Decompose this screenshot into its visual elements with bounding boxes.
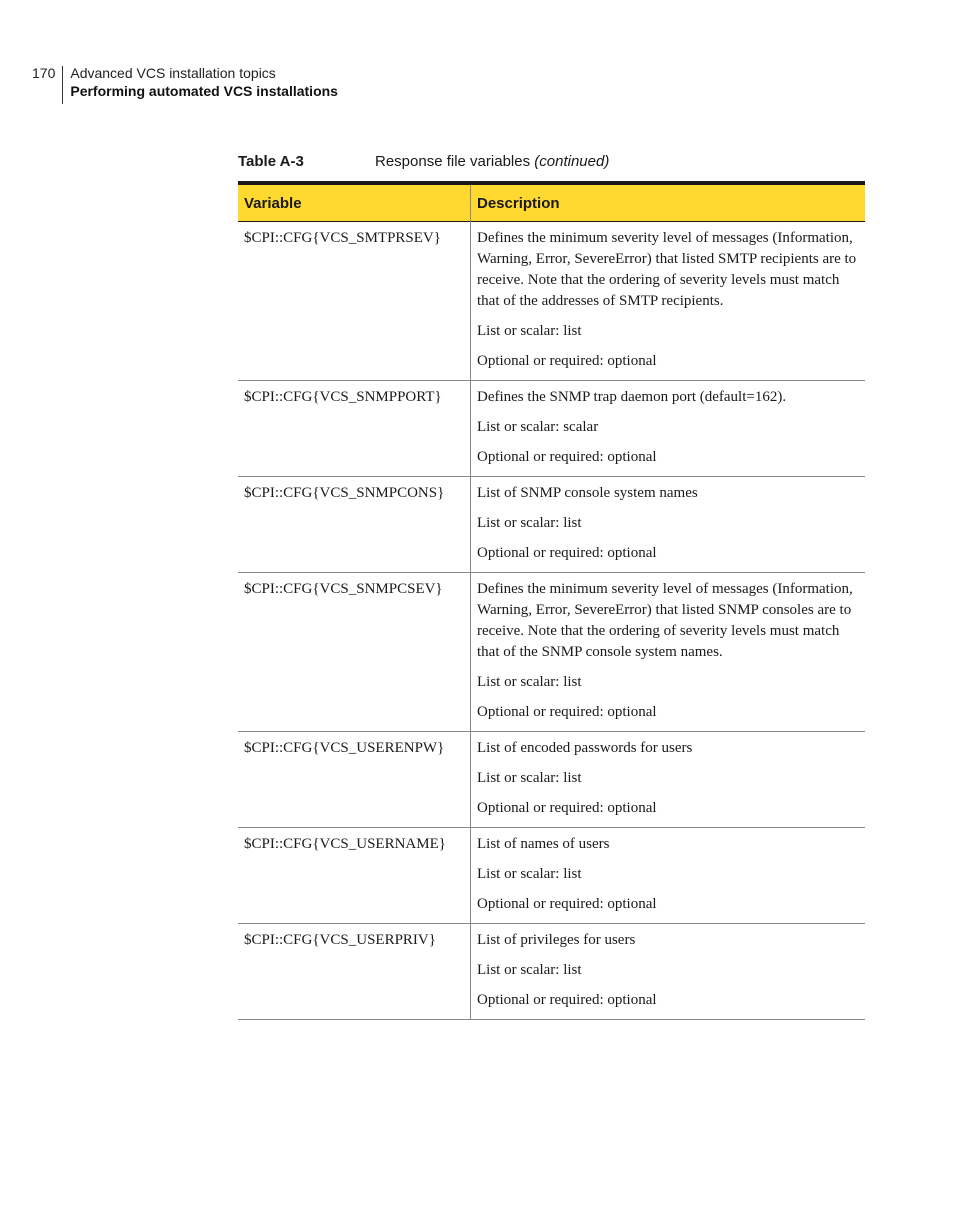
table-caption-text bbox=[375, 152, 609, 172]
table-row bbox=[238, 732, 865, 828]
table-row bbox=[238, 477, 865, 573]
variable-name-cell: $CPI::CFG{VCS_SMTPRSEV} bbox=[238, 222, 471, 381]
caption-title: Response file variables bbox=[375, 153, 531, 170]
header-titles bbox=[63, 64, 338, 100]
table-row bbox=[238, 222, 865, 381]
optional-or-required-text: Optional or required: optional bbox=[477, 896, 657, 912]
table-row bbox=[238, 924, 865, 1020]
list-or-scalar-text: List or scalar: list bbox=[477, 770, 582, 786]
optional-or-required-text: Optional or required: optional bbox=[477, 992, 657, 1008]
table-header-row bbox=[238, 183, 865, 222]
table-label: Table A-3 bbox=[238, 153, 304, 170]
optional-or-required-text: Optional or required: optional bbox=[477, 800, 657, 816]
optional-or-required-text: Optional or required: optional bbox=[477, 704, 657, 720]
section-title: Performing automated VCS installations bbox=[70, 83, 338, 99]
description-cell bbox=[471, 222, 866, 381]
response-variables-table bbox=[238, 181, 857, 1020]
list-or-scalar-text: List or scalar: list bbox=[477, 674, 582, 690]
variable-name-cell: $CPI::CFG{VCS_SNMPCSEV} bbox=[238, 573, 471, 732]
optional-or-required-text: Optional or required: optional bbox=[477, 449, 657, 465]
description-text: List of privileges for users bbox=[477, 932, 636, 948]
description-cell bbox=[471, 732, 866, 828]
variable-name-cell: $CPI::CFG{VCS_USERPRIV} bbox=[238, 924, 471, 1020]
optional-or-required-text: Optional or required: optional bbox=[477, 353, 657, 369]
list-or-scalar-text: List or scalar: scalar bbox=[477, 419, 599, 435]
list-or-scalar-text: List or scalar: list bbox=[477, 866, 582, 882]
description-cell bbox=[471, 573, 866, 732]
variable-name-cell: $CPI::CFG{VCS_SNMPPORT} bbox=[238, 381, 471, 477]
column-header-description: Description bbox=[471, 183, 866, 222]
variable-name-cell: $CPI::CFG{VCS_USERNAME} bbox=[238, 828, 471, 924]
table-row bbox=[238, 381, 865, 477]
description-cell bbox=[471, 381, 866, 477]
description-text: List of SNMP console system names bbox=[477, 485, 698, 501]
description-cell bbox=[471, 477, 866, 573]
table-caption bbox=[238, 152, 852, 172]
description-text: List of encoded passwords for users bbox=[477, 740, 693, 756]
description-text: Defines the SNMP trap daemon port (default=162). bbox=[477, 389, 787, 405]
optional-or-required-text: Optional or required: optional bbox=[477, 545, 657, 561]
list-or-scalar-text: List or scalar: list bbox=[477, 962, 582, 978]
description-text: List of names of users bbox=[477, 836, 610, 852]
variables-table bbox=[238, 181, 865, 1020]
table-row bbox=[238, 828, 865, 924]
column-header-variable: Variable bbox=[238, 183, 471, 222]
list-or-scalar-text: List or scalar: list bbox=[477, 515, 582, 531]
chapter-title: Advanced VCS installation topics bbox=[70, 65, 276, 81]
running-header bbox=[32, 64, 338, 104]
variable-name-cell: $CPI::CFG{VCS_USERENPW} bbox=[238, 732, 471, 828]
table-body bbox=[238, 222, 865, 1020]
variable-name-cell: $CPI::CFG{VCS_SNMPCONS} bbox=[238, 477, 471, 573]
description-text: Defines the minimum severity level of messages (Information, Warning, Error, SevereError) that listed SNMP consoles are to receive. Note that the ordering of severity levels must match that of the SNMP console system names. bbox=[477, 581, 853, 660]
caption-continued: (continued) bbox=[534, 153, 610, 170]
table-row bbox=[238, 573, 865, 732]
description-cell bbox=[471, 828, 866, 924]
list-or-scalar-text: List or scalar: list bbox=[477, 323, 582, 339]
page-number: 170 bbox=[32, 65, 56, 81]
description-text: Defines the minimum severity level of messages (Information, Warning, Error, SevereError) that listed SMTP recipients are to receive. Note that the ordering of severity levels must match that of the addresses of SMTP recipients. bbox=[477, 230, 857, 309]
description-cell bbox=[471, 924, 866, 1020]
